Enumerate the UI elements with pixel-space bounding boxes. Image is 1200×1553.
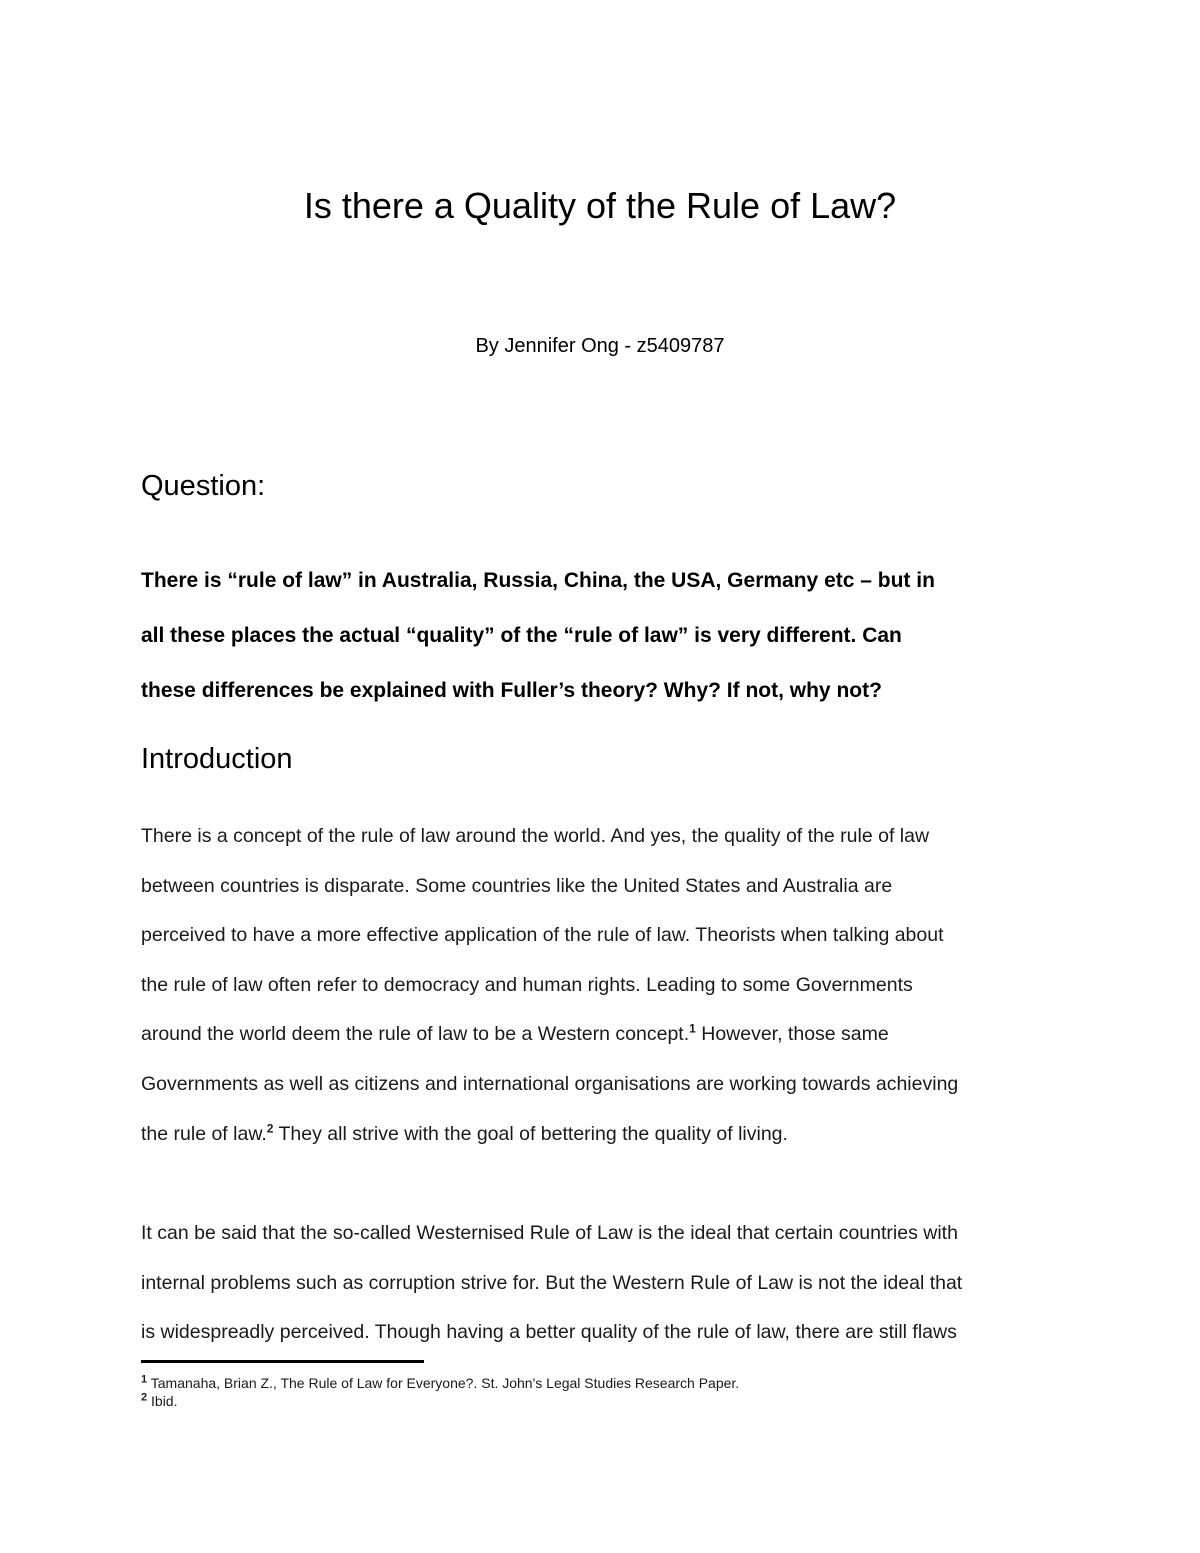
- paragraph-line: the rule of law often refer to democracy and human rights. Leading to some Governments: [141, 973, 913, 996]
- paragraph-line: internal problems such as corruption strive for. But the Western Rule of Law is not the ideal that: [141, 1271, 963, 1294]
- paragraph-line: [141, 1010, 1081, 1060]
- footnote-ref-2[interactable]: 2: [266, 1121, 274, 1136]
- paragraph-line: perceived to have a more effective application of the rule of law. Theorists when talking about: [141, 924, 944, 947]
- paragraph-line: between countries is disparate. Some countries like the United States and Australia are: [141, 874, 893, 897]
- footnote-text: Tamanaha, Brian Z., The Rule of Law for Everyone?. St. John's Legal Studies Research Paper.: [147, 1375, 740, 1391]
- footnote-text: Ibid.: [147, 1393, 178, 1409]
- paragraph-text: However, those same: [695, 1023, 889, 1046]
- question-line: There is “rule of law” in Australia, Russia, China, the USA, Germany etc – but in: [141, 569, 935, 592]
- author-byline: By Jennifer Ong - z5409787: [475, 335, 725, 357]
- introduction-heading: Introduction: [141, 743, 293, 775]
- footnote-number: 2: [141, 1391, 148, 1404]
- question-text: [141, 553, 1061, 718]
- footnote-number: 1: [141, 1373, 148, 1386]
- question-line: these differences be explained with Fuller’s theory? Why? If not, why not?: [141, 679, 882, 702]
- footnote-ref-1[interactable]: 1: [689, 1021, 696, 1036]
- paragraph-text: the rule of law.: [141, 1122, 267, 1145]
- footnote-2: [141, 1392, 739, 1410]
- paragraph-line: Governments as well as citizens and international organisations are working towards achieving: [141, 1072, 959, 1095]
- footnote-divider: [141, 1360, 424, 1363]
- paragraph-line: It can be said that the so-called Westernised Rule of Law is the ideal that certain countries with: [141, 1222, 958, 1244]
- paragraph-line: There is a concept of the rule of law around the world. And yes, the quality of the rule of law: [141, 825, 930, 847]
- paragraph-text: around the world deem the rule of law to be a Western concept.: [141, 1023, 690, 1046]
- intro-paragraph-2: [141, 1209, 1081, 1358]
- footnotes: [141, 1374, 739, 1410]
- document-title: Is there a Quality of the Rule of Law?: [303, 185, 897, 226]
- paragraph-line: is widespreadly perceived. Though having a better quality of the rule of law, there are still flaws: [141, 1321, 957, 1344]
- question-line: all these places the actual “quality” of the “rule of law” is very different. Can: [141, 624, 902, 647]
- question-heading: Question:: [141, 470, 266, 502]
- footnote-1: [141, 1374, 739, 1392]
- paragraph-text: They all strive with the goal of bettering the quality of living.: [273, 1122, 788, 1145]
- paragraph-line: [141, 1110, 1081, 1160]
- intro-paragraph-1: [141, 812, 1081, 1159]
